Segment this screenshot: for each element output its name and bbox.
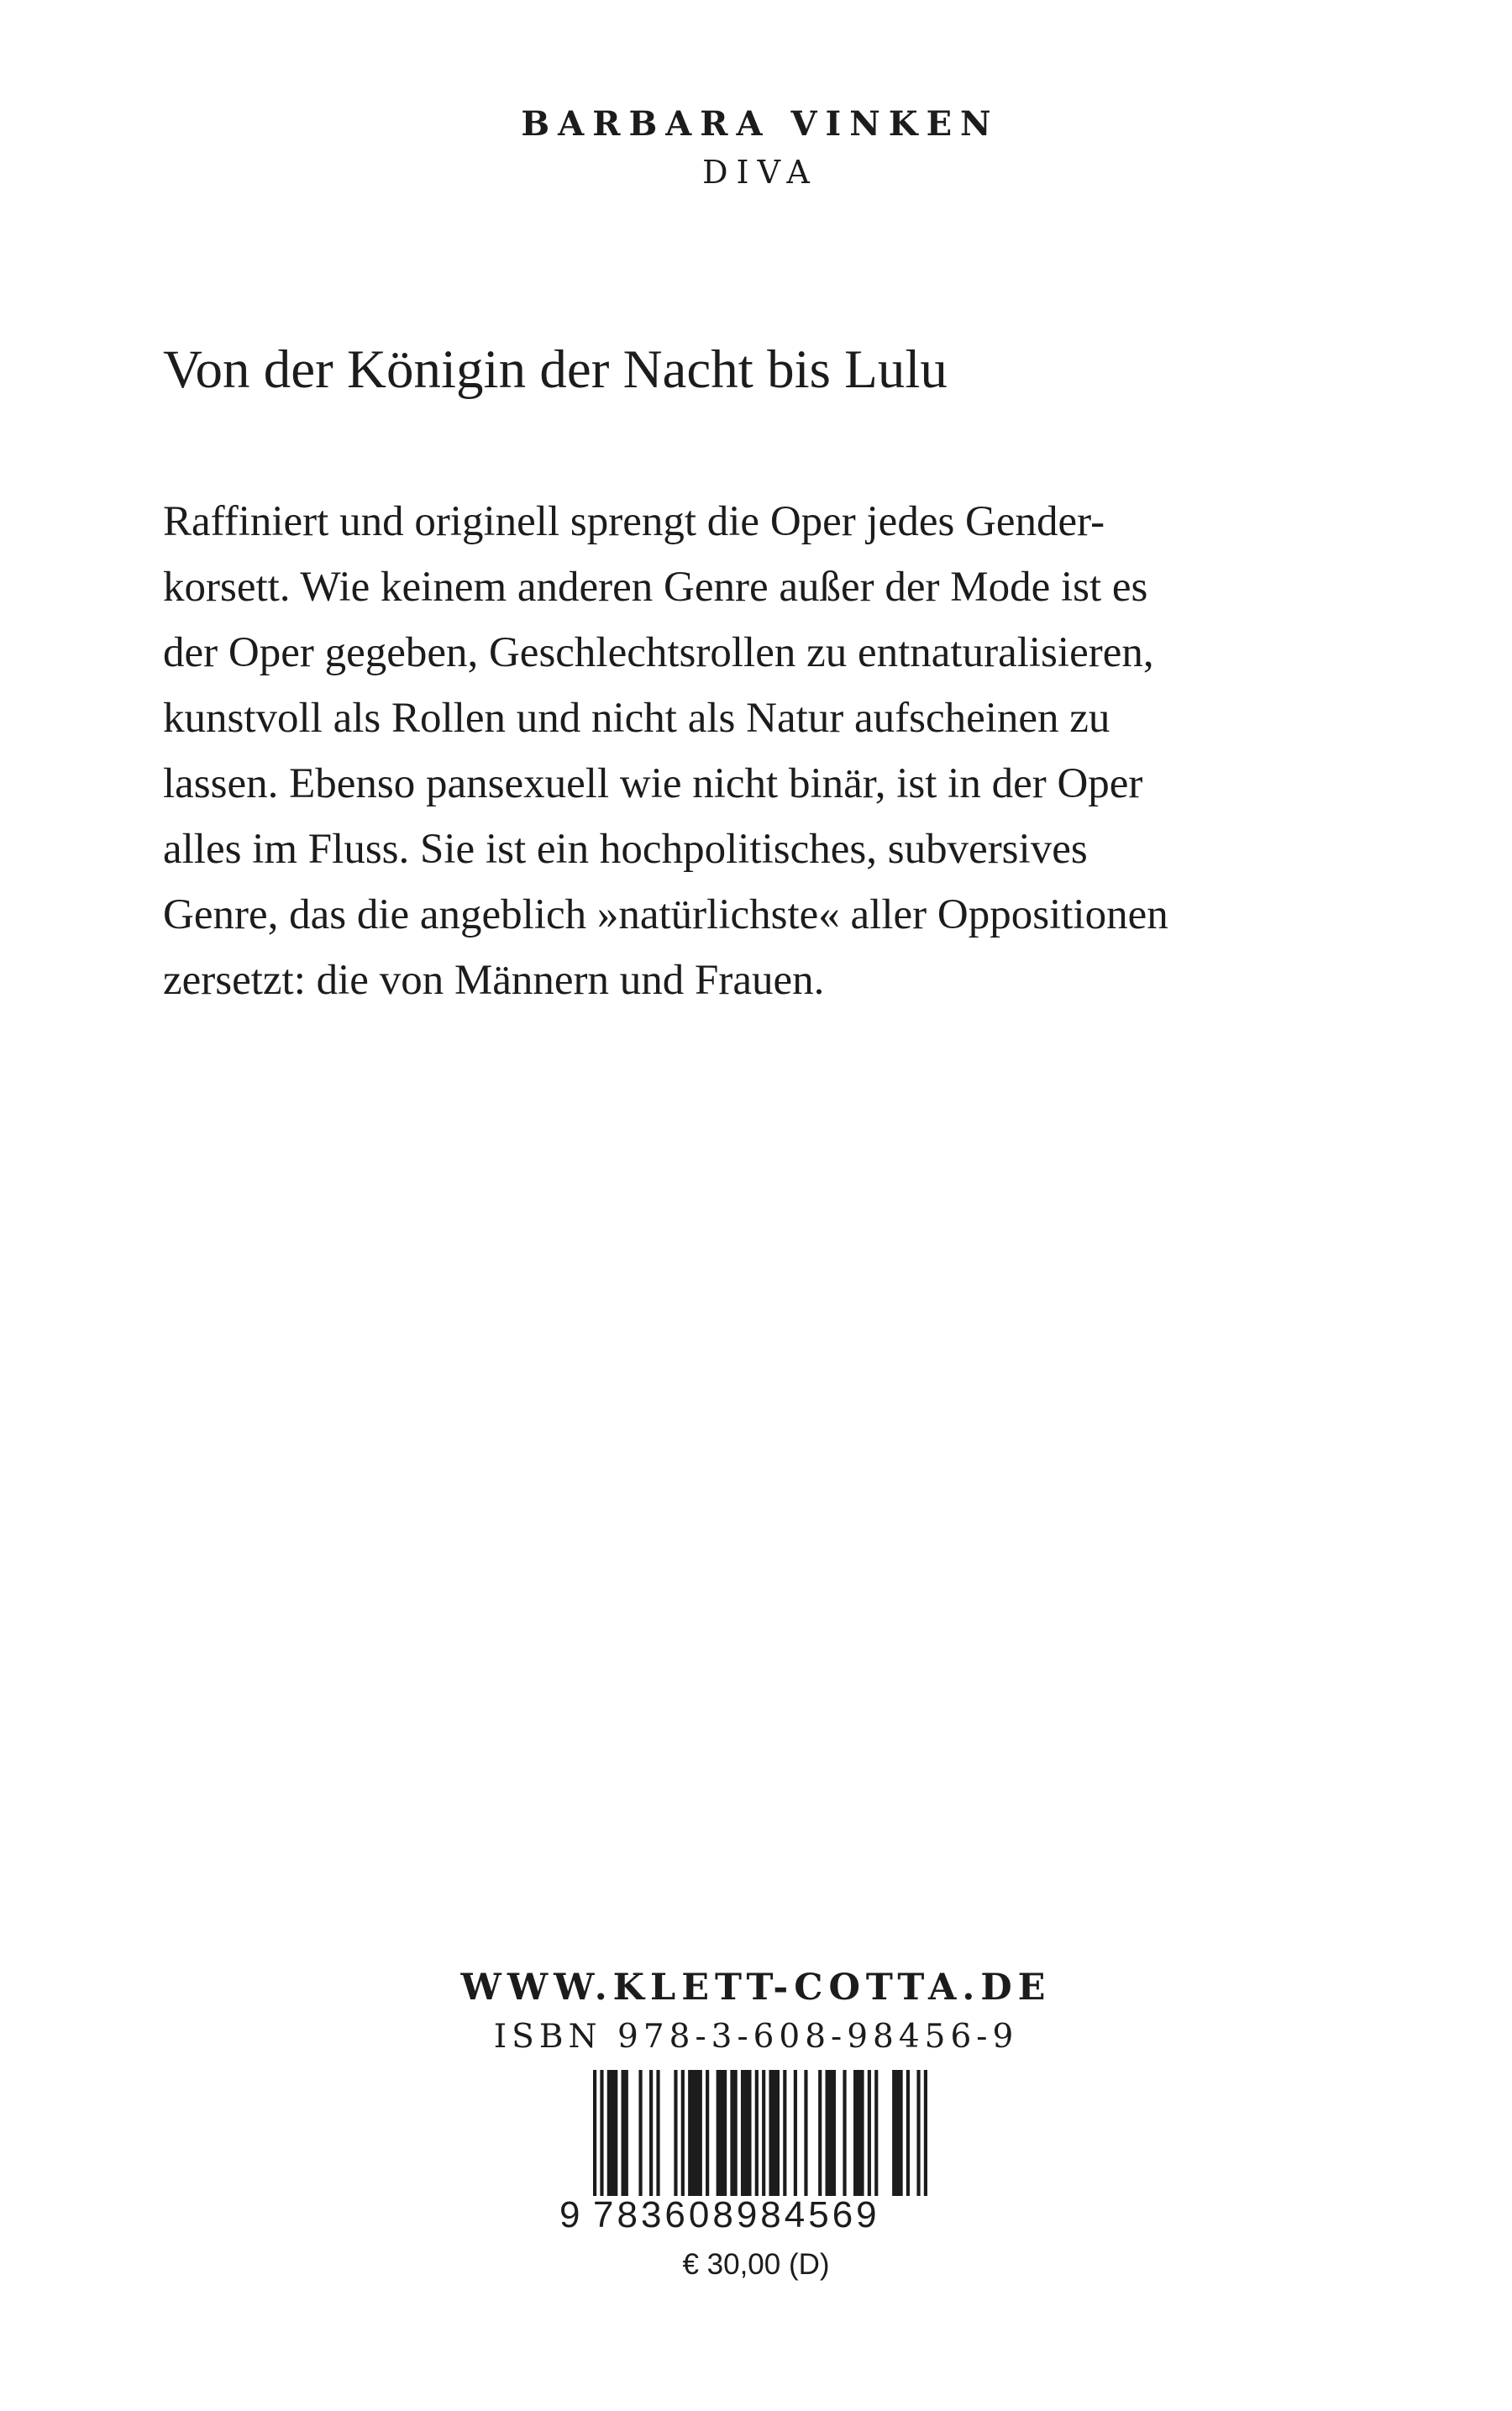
- barcode-bar: [916, 2070, 920, 2196]
- barcode-bar: [818, 2070, 822, 2196]
- isbn-text: ISBN 978-3-608-98456-9: [493, 2018, 1019, 2056]
- barcode-bar: [762, 2070, 765, 2196]
- blurb-line: zersetzt: die von Männern und Frauen.: [163, 957, 825, 1004]
- barcode-bar: [826, 2070, 837, 2196]
- barcode-bar: [741, 2070, 752, 2196]
- barcode-bar: [607, 2070, 618, 2196]
- blurb-line: der Oper gegeben, Geschlechtsrollen zu entnaturalisieren,: [163, 629, 1154, 676]
- blurb-line: lassen. Ebenso pansexuell wie nicht binär, ist in der Oper: [163, 760, 1143, 807]
- barcode-bar: [656, 2070, 659, 2196]
- barcode-bar: [794, 2070, 797, 2196]
- barcode-bar: [730, 2070, 737, 2196]
- blurb-text: [163, 489, 1373, 1013]
- blurb-line: Genre, das die angeblich »natürlichste« aller Oppositionen: [163, 891, 1168, 938]
- barcode-bar: [906, 2070, 910, 2196]
- book-title: DIVA: [702, 154, 818, 191]
- author-name: BARBARA VINKEN: [521, 104, 1000, 144]
- barcode-bar: [674, 2070, 677, 2196]
- price: € 30,00 (D): [682, 2248, 830, 2281]
- barcode-bar: [783, 2070, 786, 2196]
- barcode-bar: [853, 2070, 864, 2196]
- barcode-bar: [649, 2070, 653, 2196]
- barcode-bar: [600, 2070, 603, 2196]
- barcode-bar: [706, 2070, 709, 2196]
- barcode-bar: [769, 2070, 780, 2196]
- blurb-line: alles im Fluss. Sie ist ein hochpolitisches, subversives: [163, 826, 1088, 873]
- barcode-bar: [593, 2070, 596, 2196]
- barcode-digits: [559, 2193, 953, 2238]
- blurb-line: korsett. Wie keinem anderen Genre außer der Mode ist es: [163, 564, 1148, 611]
- barcode-bar: [755, 2070, 759, 2196]
- barcode-first-digit: 9: [559, 2194, 584, 2235]
- barcode-bar: [892, 2070, 903, 2196]
- publisher-website: WWW.KLETT-COTTA.DE: [460, 1967, 1052, 2009]
- barcode-bar: [924, 2070, 927, 2196]
- blurb-line: Raffiniert und originell sprengt die Oper jedes Gender-: [163, 498, 1105, 545]
- barcode-bar: [874, 2070, 878, 2196]
- barcode-bar: [622, 2070, 628, 2196]
- barcode-bar: [843, 2070, 846, 2196]
- subtitle: Von der Königin der Nacht bis Lulu: [163, 339, 948, 400]
- barcode-digit-groups: 783608984569: [593, 2194, 880, 2235]
- barcode-bar: [868, 2070, 871, 2196]
- barcode-bar: [688, 2070, 702, 2196]
- blurb-line: kunstvoll als Rollen und nicht als Natur aufscheinen zu: [163, 695, 1110, 742]
- barcode-bar: [638, 2070, 642, 2196]
- barcode-bar: [681, 2070, 685, 2196]
- barcode-bar: [717, 2070, 727, 2196]
- barcode-bar: [804, 2070, 807, 2196]
- barcode-icon: [593, 2070, 927, 2196]
